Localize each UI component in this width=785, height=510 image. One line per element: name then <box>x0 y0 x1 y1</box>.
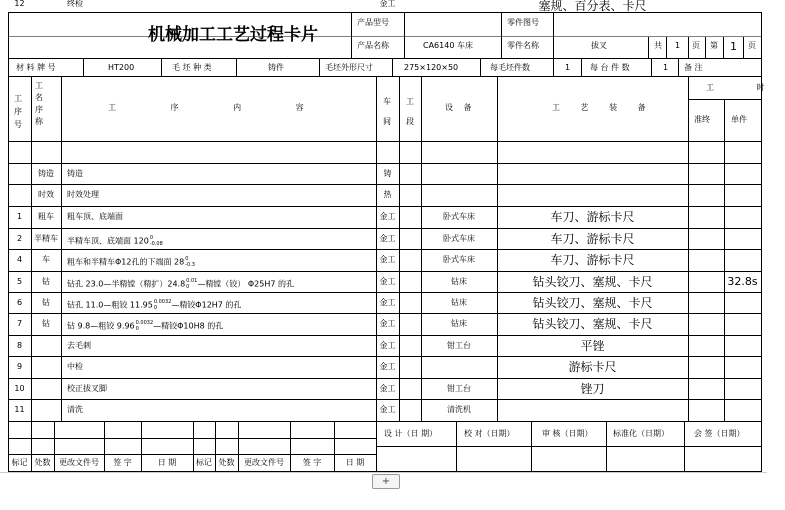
row-seq: 9 <box>16 362 23 371</box>
design-label: 设 计（日 期） <box>384 429 438 438</box>
row-content: 铸造 <box>67 168 83 178</box>
row-seq: 6 <box>16 297 23 307</box>
row-seq: 11 <box>14 405 25 414</box>
row-content: 清洗 <box>67 405 83 414</box>
row-tooling: 车刀、游标卡尺 <box>550 210 635 224</box>
row-tooling: 塞规、百分表、卡尺 <box>538 0 647 13</box>
current-page-label: 第 <box>710 41 718 50</box>
per-unit-label: 每 台 件 数 <box>590 63 630 72</box>
row-content: 去毛刺 <box>67 340 91 350</box>
row-workshop: 金工 <box>379 297 396 307</box>
row-tooling: 车刀、游标卡尺 <box>550 253 635 267</box>
col-equipment-header: 设 备 <box>445 103 476 112</box>
row-workshop: 金工 <box>379 212 396 221</box>
row-equipment: 钻床 <box>451 297 467 307</box>
revision-label: 日 期 <box>157 458 177 467</box>
row-workshop: 金工 <box>379 362 396 371</box>
row-content: 钻孔 23.0—半精镗（精扩）24.8 0.01 0 —精镗（铰） Φ25H7 的孔 <box>67 277 294 290</box>
page-unit-label: 页 <box>692 41 700 50</box>
total-pages-value: 1 <box>675 41 681 50</box>
row-tooling: 游标卡尺 <box>568 360 617 374</box>
row-equipment: 钳工台 <box>447 340 471 350</box>
per-blank-label: 每毛坯件数 <box>490 63 530 72</box>
row-unit-time: 32.8s <box>727 275 758 288</box>
row-content: 时效处理 <box>67 190 99 199</box>
part-name-label: 零件名称 <box>507 41 539 50</box>
revision-label: 标记 <box>196 458 212 467</box>
page-divider <box>0 472 767 473</box>
row-equipment: 卧式车床 <box>443 233 475 243</box>
product-model-label: 产品型号 <box>357 18 389 27</box>
countersign-label: 会 签（日期） <box>694 429 745 438</box>
row-name: 铸造 <box>38 168 54 178</box>
col-tooling-header: 工 艺 装 备 <box>552 103 652 112</box>
row-workshop: 金工 <box>379 276 396 286</box>
revision-label: 更改文件号 <box>244 458 284 467</box>
row-seq: 10 <box>14 383 25 393</box>
row-content: 钻 9.8—粗铰 9.96 0.0032 0 —精铰Φ10H8 的孔 <box>67 320 224 332</box>
row-tooling: 平锉 <box>580 338 605 353</box>
part-drawing-label: 零件图号 <box>507 18 539 27</box>
row-workshop: 金工 <box>379 255 396 264</box>
row-name: 粗车 <box>38 212 54 221</box>
row-name: 车 <box>42 255 50 264</box>
row-name: 钻 <box>42 319 50 328</box>
revision-label: 签 字 <box>113 458 132 467</box>
row-content: 半精车顶、底端面 120 0 -0.08 <box>67 234 163 247</box>
revision-label: 日 期 <box>345 458 365 467</box>
col-content-header: 工 序 内 容 <box>108 103 310 112</box>
material-value: HT200 <box>108 63 135 72</box>
col-name-header: 工名序称 <box>35 81 43 126</box>
revision-label: 处数 <box>34 458 51 467</box>
row-content: 粗车顶、底端面 <box>67 212 123 221</box>
col-seq-header: 工序号 <box>14 94 22 129</box>
row-equipment: 钻床 <box>451 276 467 286</box>
row-workshop: 金工 <box>379 233 396 243</box>
row-seq: 2 <box>16 233 23 243</box>
remark-label: 备 注 <box>684 63 703 72</box>
add-row-button[interactable]: + <box>372 474 400 489</box>
row-tooling: 钻头铰刀、塞规、卡尺 <box>532 317 653 331</box>
revision-label: 签 字 <box>302 458 322 467</box>
col-workshop-header: 车间 <box>383 97 391 126</box>
revision-label: 处数 <box>218 458 235 467</box>
product-name-label: 产品名称 <box>357 41 389 50</box>
card-title: 机械加工工艺过程卡片 <box>148 25 318 45</box>
row-workshop: 金工 <box>379 340 396 350</box>
row-seq: 5 <box>16 276 23 286</box>
material-label: 材 料 牌 号 <box>16 63 56 72</box>
row-name: 半精车 <box>34 233 58 243</box>
row-seq: 4 <box>16 255 23 264</box>
part-name-value: 拔叉 <box>591 41 607 50</box>
row-name: 钻 <box>42 297 50 307</box>
blank-type-label: 毛 坯 种 类 <box>172 63 212 72</box>
per-unit-value: 1 <box>663 63 669 72</box>
row-name: 钻 <box>42 276 50 286</box>
row-content: 中检 <box>67 362 83 371</box>
product-name-value: CA6140 车床 <box>423 41 473 50</box>
current-page-value: 1 <box>730 40 737 53</box>
row-seq: 7 <box>16 319 23 328</box>
row-name: 时效 <box>38 190 54 199</box>
row-equipment: 卧式车床 <box>443 255 475 264</box>
row-content: 终检 <box>67 0 83 8</box>
row-seq: 12 <box>14 0 25 8</box>
check-label: 校 对（日期） <box>464 429 515 438</box>
col-section-header: 工段 <box>406 97 414 126</box>
row-content: 粗车和半精车Φ12孔的下端面 28 0 -0.3 <box>67 256 195 268</box>
row-seq: 8 <box>16 340 23 350</box>
standard-label: 标准化（日期） <box>613 429 669 438</box>
blank-type-value: 铸件 <box>268 63 284 72</box>
row-workshop: 金工 <box>379 383 396 393</box>
row-seq: 1 <box>16 212 23 221</box>
col-time-header: 工 时 <box>706 83 785 92</box>
blank-size-label: 毛坯外形尺寸 <box>325 63 373 72</box>
row-equipment: 卧式车床 <box>443 212 475 221</box>
row-equipment: 钳工台 <box>447 383 471 393</box>
col-unit-header: 单件 <box>731 115 747 124</box>
revision-label: 标记 <box>11 458 28 467</box>
row-tooling: 钻头铰刀、塞规、卡尺 <box>532 274 653 289</box>
row-equipment: 清洗机 <box>447 405 471 414</box>
review-label: 审 核（日期） <box>542 429 593 438</box>
row-workshop: 金工 <box>379 319 396 328</box>
row-workshop: 铸 <box>383 168 392 178</box>
col-prep-header: 准终 <box>694 115 710 124</box>
revision-label: 更改文件号 <box>59 458 99 467</box>
row-content: 钻孔 11.0—粗铰 11.95 0.0032 0 —精铰Φ12H7 的孔 <box>67 298 242 311</box>
row-tooling: 钻头铰刀、塞规、卡尺 <box>532 295 653 310</box>
row-equipment: 钻床 <box>451 319 467 328</box>
row-workshop: 金工 <box>379 405 396 414</box>
page-unit-label-2: 页 <box>748 41 756 50</box>
row-workshop: 热 <box>383 190 392 199</box>
row-tooling: 锉刀 <box>580 381 605 396</box>
total-pages-label: 共 <box>654 41 662 50</box>
blank-size-value: 275×120×50 <box>404 63 459 72</box>
row-content: 校正拔叉脚 <box>67 383 107 393</box>
row-workshop: 金工 <box>379 0 396 8</box>
per-blank-value: 1 <box>565 63 571 72</box>
row-tooling: 车刀、游标卡尺 <box>550 231 635 246</box>
